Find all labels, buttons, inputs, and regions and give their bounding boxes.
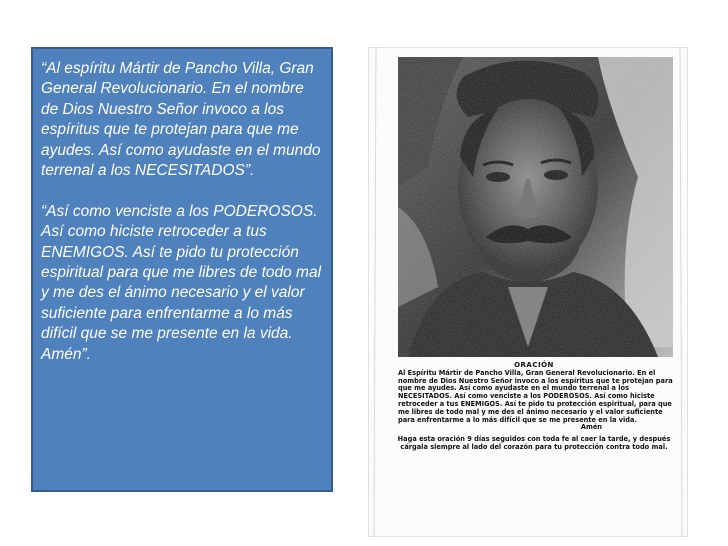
pancho-villa-portrait xyxy=(368,47,688,537)
prayer-amen: Amén xyxy=(580,423,602,432)
quote-text-box xyxy=(31,47,333,492)
prayer-title: ORACIÓN xyxy=(514,361,554,369)
prayer-instructions: Haga esta oración 9 días seguidos con toda fe al caer la tarde, y después cárgala siempre al lado del corazón para tu protección contra todo mal. xyxy=(397,435,671,451)
quote-paragraph-2: “Así como venciste a los PODEROSOS. Así como hiciste retroceder a tus ENEMIGOS. Así te pido tu protección espiritual para que me libres de todo mal y me des el ánimo necesario y el valor suficiente para enfrentarme a lo más difícil que se me presente en la vida. Amén”. xyxy=(41,202,322,363)
prayer-card-image xyxy=(368,47,688,537)
prayer-body: Al Espíritu Mártir de Pancho Villa, Gran General Revolucionario. En el nombre de Dios Nuestro Señor invoco a los espíritus que te protejan para que me ayudes. Así como ayudaste en el mundo terrenal a los NECESITADOS. Así como venciste a los PODEROSOS. Así como hiciste retroceder a tus ENEMIGOS. Así te pido tu protección espiritual, para que me libres de todo mal y me des el ánimo necesario y el valor suficiente para enfrentarme a lo más difícil que se me presente en la vida. xyxy=(398,368,673,424)
prayer-text xyxy=(394,362,674,452)
quote-paragraph-1: “Al espíritu Mártir de Pancho Villa, Gran General Revolucionario. En el nombre de Dios Nuestro Señor invoco a los espíritus que te protejan para que me ayudes. Así como ayudaste en el mundo terrenal a los NECESITADOS”. xyxy=(41,60,321,180)
